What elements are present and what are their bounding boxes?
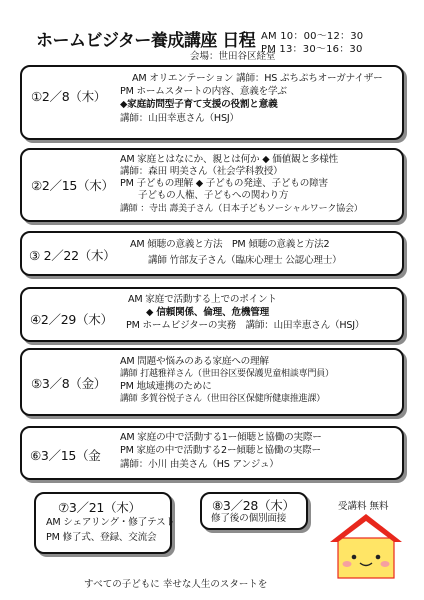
- session-line: 修了後の個別面接: [211, 513, 287, 524]
- session-line: ◆家庭訪問型子育て支援の役割と意義: [120, 99, 278, 110]
- session-line: 講師：山田幸恵さん（HSJ）: [120, 113, 239, 124]
- session-1-box: [20, 65, 404, 140]
- session-line: PM ホームスタートの内容、意義を学ぶ: [120, 86, 287, 97]
- session-date: ⑦3／21（木）: [58, 500, 141, 515]
- session-line: 子どもの人権、子どもへの関わり方: [138, 190, 289, 201]
- session-line: PM 修了式、登録、交流会: [46, 532, 157, 543]
- house-mascot-icon: [326, 510, 406, 580]
- session-line: AM 傾聴の意義と方法 PM 傾聴の意義と方法2: [130, 239, 330, 250]
- session-3-box: [20, 231, 404, 276]
- session-line: AM シェアリング・修了テスト: [46, 517, 175, 528]
- session-line: PM 地域連携のために: [120, 381, 212, 392]
- session-line: PM ホームビジターの実務 講師：山田幸恵さん（HSJ）: [126, 320, 365, 331]
- session-line: 講師 ：寺出 壽美子さん（日本子どもソーシャルワーク協会）: [120, 204, 363, 214]
- session-5-box: [20, 348, 404, 416]
- house-cheek-left: [343, 561, 352, 567]
- session-line: PM 家庭の中で活動する2ー傾聴と協働の実際ー: [120, 445, 321, 456]
- session-7-box: [34, 492, 175, 554]
- session-line: 講師：森田 明美さん（社会学科教授）: [120, 166, 283, 177]
- session-date: ④2／29（木）: [30, 312, 113, 327]
- session-line: AM 家庭とはなにか、親とは何か ◆ 価値観と多様性: [120, 154, 339, 165]
- session-line: 講師 竹部友子さん（臨床心理士 公認心理士）: [148, 255, 342, 266]
- session-line: 講師 打越雅祥さん（世田谷区要保護児童相談専門員）: [120, 369, 334, 379]
- bottom-message: すべての子どもに 幸せな人生のスタートを: [84, 579, 268, 590]
- fee-note: 受講料 無料: [338, 501, 389, 512]
- session-8-box: [200, 492, 308, 530]
- session-line: 講師：小川 由美さん（HS アンジュ）: [120, 459, 279, 470]
- session-date: ⑤3／8（金）: [31, 376, 107, 391]
- session-4-box: [20, 287, 404, 342]
- page-title: ホームビジター養成講座 日程: [36, 31, 256, 51]
- session-line: 講師 多賀谷悦子さん（世田谷区保健所健康推進課）: [120, 394, 326, 404]
- session-date: ②2／15（木）: [31, 178, 114, 193]
- time-am: AM 10：00～12：30: [261, 31, 364, 42]
- session-6-box: [20, 426, 404, 480]
- session-date: ⑧3／28（木）: [212, 498, 295, 513]
- session-line: AM 家庭で活動する上でのポイント: [128, 294, 277, 305]
- session-line: AM オリエンテーション 講師：HS ぷちぷちオーガナイザー: [132, 73, 383, 84]
- house-cheek-right: [381, 561, 390, 567]
- house-eye-right: [376, 555, 381, 560]
- session-date: ①2／8（木）: [31, 89, 107, 104]
- house-eye-left: [352, 555, 357, 560]
- session-date: ⑥3／15（金: [30, 448, 101, 463]
- session-line: ◆ 信頼関係、倫理、危機管理: [146, 307, 270, 318]
- session-date: ③ 2／22（木）: [29, 248, 116, 263]
- session-line: AM 問題や悩みのある家庭への理解: [120, 356, 269, 367]
- venue: 会場：世田谷区経堂: [190, 51, 276, 62]
- session-line: AM 家庭の中で活動する1ー傾聴と協働の実際ー: [120, 432, 322, 443]
- house-body: [338, 538, 394, 578]
- session-line: PM 子どもの理解 ◆ 子どもの発達、子どもの障害: [120, 178, 328, 189]
- time-pm: PM 13：30～16：30: [261, 44, 363, 55]
- session-2-box: [20, 148, 404, 222]
